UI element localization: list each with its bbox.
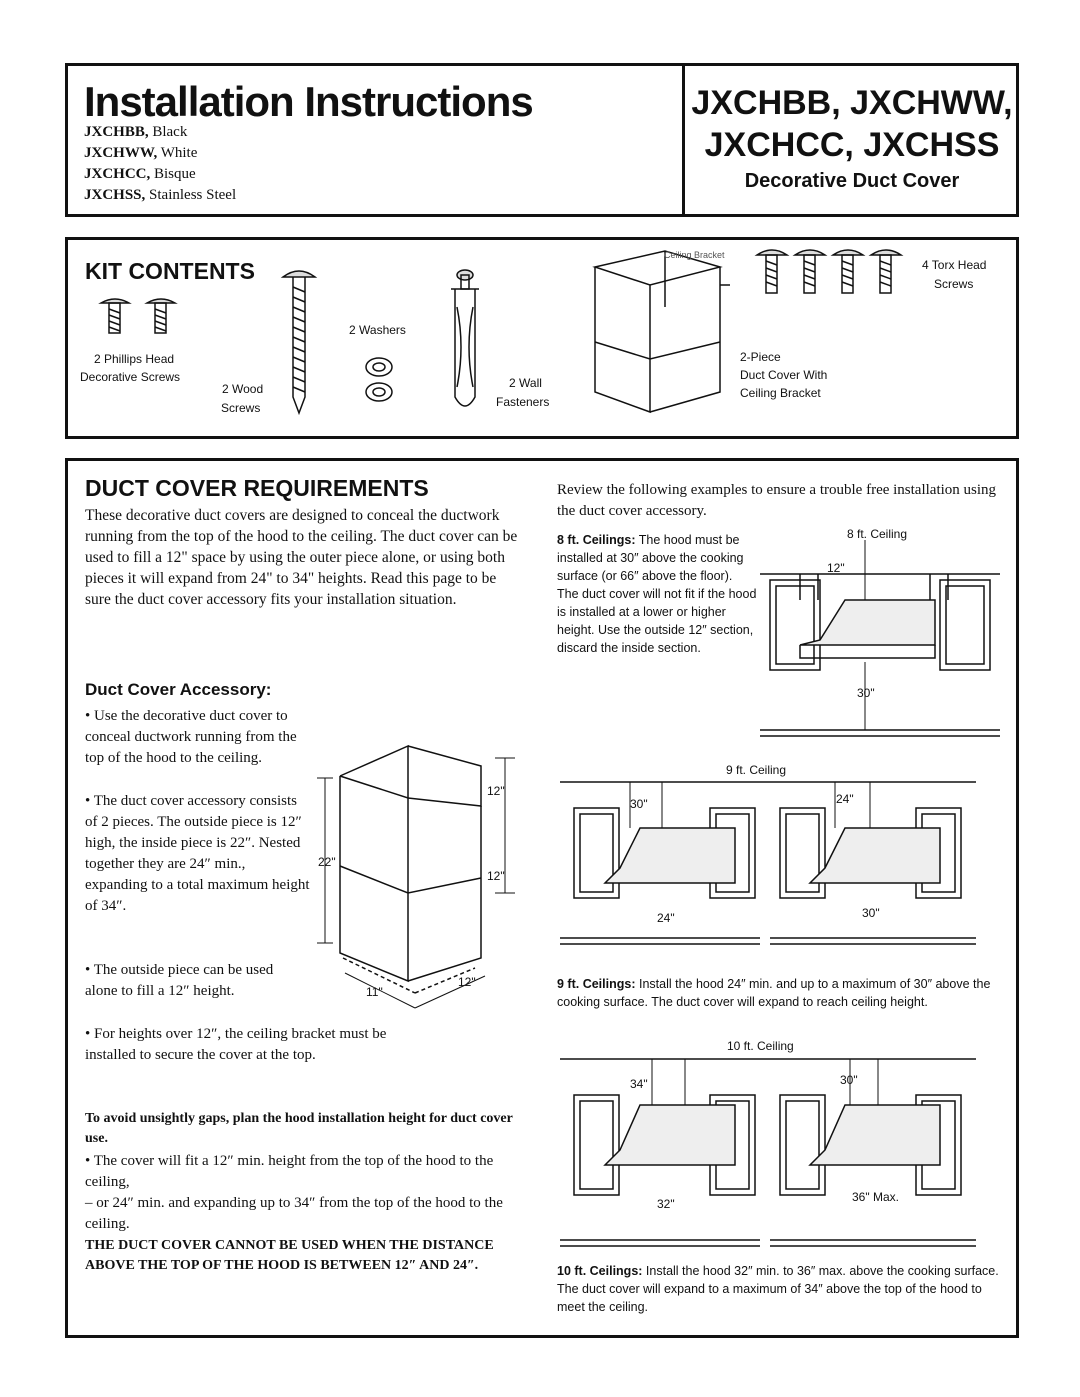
torx-screw-icon — [871, 250, 901, 293]
model-jxchcc: JXCHCC, Bisque — [84, 166, 196, 182]
ex9-b-top-dim: 24" — [836, 792, 854, 806]
example-10ft-text: 10 ft. Ceilings: Install the hood 32″ min. to 36″ max. above the cooking surface. The duct cover will expand to a maximum of 34″ above the top of the hood to meet the ceiling. — [557, 1264, 999, 1314]
ex10-b-bottom-dim: 36" Max. — [852, 1190, 899, 1204]
ex9-b-bottom-dim: 30" — [862, 906, 880, 920]
model-numbers-line2: JXCHCC, JXCHSS — [704, 126, 1000, 164]
ceiling-bracket-label: Ceiling Bracket — [664, 250, 725, 260]
duct-cover-icon — [595, 251, 730, 412]
kit-contents-title: KIT CONTENTS — [85, 258, 255, 284]
fit-bullet-1: • The cover will fit a 12″ min. height from the top of the hood to the ceiling, — [85, 1153, 494, 1190]
torx-screw-icon — [757, 250, 787, 293]
washers-label: 2 Washers — [349, 323, 406, 337]
washer-icon — [366, 383, 392, 401]
accessory-bullet-4: • For heights over 12″, the ceiling bracket must be installed to secure the cover at the top. — [85, 1026, 387, 1063]
dim-12-depth: 12" — [458, 975, 476, 989]
torx-screw-icon — [795, 250, 825, 293]
accessory-bullet-2: • The duct cover accessory consists of 2 pieces. The outside piece is 12″ high, the inside piece is 22″. Nested together they are 24″ min., expanding to a total maximum height of 34″. — [85, 793, 310, 914]
wall-fastener-icon — [451, 270, 479, 406]
ex9-a-bottom-dim: 24" — [657, 911, 675, 925]
example-9ft-text: 9 ft. Ceilings: Install the hood 24″ min. and up to a maximum of 30″ above the cooking surface. The duct cover will expand to reach ceiling height. — [557, 977, 991, 1009]
ex9-ceiling-label: 9 ft. Ceiling — [726, 763, 787, 777]
diagram-10ft — [560, 1055, 980, 1255]
examples-intro: Review the following examples to ensure a trouble free installation using the duct cover accessory. — [557, 482, 997, 519]
ex8-top-dim: 12" — [827, 561, 845, 575]
diagram-8ft — [760, 540, 1000, 750]
torx-label-2: Screws — [934, 277, 974, 291]
washer-icon — [366, 358, 392, 376]
ex10-b-top-dim: 30" — [840, 1073, 858, 1087]
diagram-9ft — [560, 778, 980, 953]
ex8-bottom-dim: 30" — [857, 686, 875, 700]
duct-cover-dimension-drawing — [315, 718, 515, 1018]
header-divider — [682, 63, 685, 217]
dim-12-outer: 12" — [487, 784, 505, 798]
requirements-intro: These decorative duct covers are designed to conceal the ductwork running from the top of the hood to the ceiling. The duct cover can be used to fill a 12" space by using the outer piece alone, or using both pieces it will expand from 24" to 34" heights. Read this page to be sure the duct cover accessory fits your installation situation. — [85, 507, 518, 608]
example-8ft-text: 8 ft. Ceilings: The hood must be installed at 30″ above the cooking surface (or 66″ above the floor). The duct cover will not fit if the hood is installed at a lower or higher height. Use the outside 12″ section, discard the inside section. — [557, 533, 757, 655]
model-numbers-line1: JXCHBB, JXCHWW, — [691, 84, 1013, 122]
ex8-ceiling-label: 8 ft. Ceiling — [847, 527, 908, 541]
requirements-title: DUCT COVER REQUIREMENTS — [85, 475, 429, 501]
phillips-screw-icon — [147, 299, 175, 333]
dim-12-inner: 12" — [487, 869, 505, 883]
warning-text: THE DUCT COVER CANNOT BE USED WHEN THE DISTANCE ABOVE THE TOP OF THE HOOD IS BETWEEN 12″ AND 24″. — [85, 1238, 494, 1273]
accessory-bullet-3: • The outside piece can be used alone to fill a 12″ height. — [85, 962, 274, 999]
dim-22: 22" — [318, 855, 336, 869]
fit-bullet-2: – or 24″ min. and expanding up to 34″ from the top of the hood to the ceiling. — [85, 1195, 503, 1232]
ex9-a-top-dim: 30" — [630, 797, 648, 811]
wood-screw-label-2: Screws — [221, 401, 261, 415]
page-title: Installation Instructions — [84, 78, 533, 125]
phillips-screw-icon — [101, 299, 129, 333]
product-name: Decorative Duct Cover — [744, 170, 960, 192]
model-jxchss: JXCHSS, Stainless Steel — [84, 187, 237, 203]
accessory-bullet-1: • Use the decorative duct cover to conceal ductwork running from the top of the hood to the ceiling. — [85, 708, 297, 766]
phillips-label-1: 2 Phillips Head — [94, 352, 175, 366]
wood-screw-label-1: 2 Wood — [222, 382, 264, 396]
wood-screw-icon — [283, 271, 315, 413]
wall-fastener-label-1: 2 Wall — [509, 376, 542, 390]
accessory-title: Duct Cover Accessory: — [85, 680, 272, 699]
torx-screw-icon — [833, 250, 863, 293]
model-jxchww: JXCHWW, White — [84, 145, 198, 161]
torx-label-1: 4 Torx Head — [922, 258, 987, 272]
phillips-label-2: Decorative Screws — [80, 370, 181, 384]
ex10-a-bottom-dim: 32" — [657, 1197, 675, 1211]
ex10-ceiling-label: 10 ft. Ceiling — [727, 1039, 794, 1053]
dim-11: 11" — [366, 985, 383, 999]
gaps-note: To avoid unsightly gaps, plan the hood installation height for duct cover use. — [85, 1111, 513, 1146]
duct-cover-label-2: Duct Cover With — [740, 368, 828, 382]
wall-fastener-label-2: Fasteners — [496, 395, 550, 409]
duct-cover-label-1: 2-Piece — [740, 350, 781, 364]
duct-cover-label-3: Ceiling Bracket — [740, 386, 821, 400]
ex10-a-top-dim: 34" — [630, 1077, 648, 1091]
model-jxchbb: JXCHBB, Black — [84, 124, 188, 140]
